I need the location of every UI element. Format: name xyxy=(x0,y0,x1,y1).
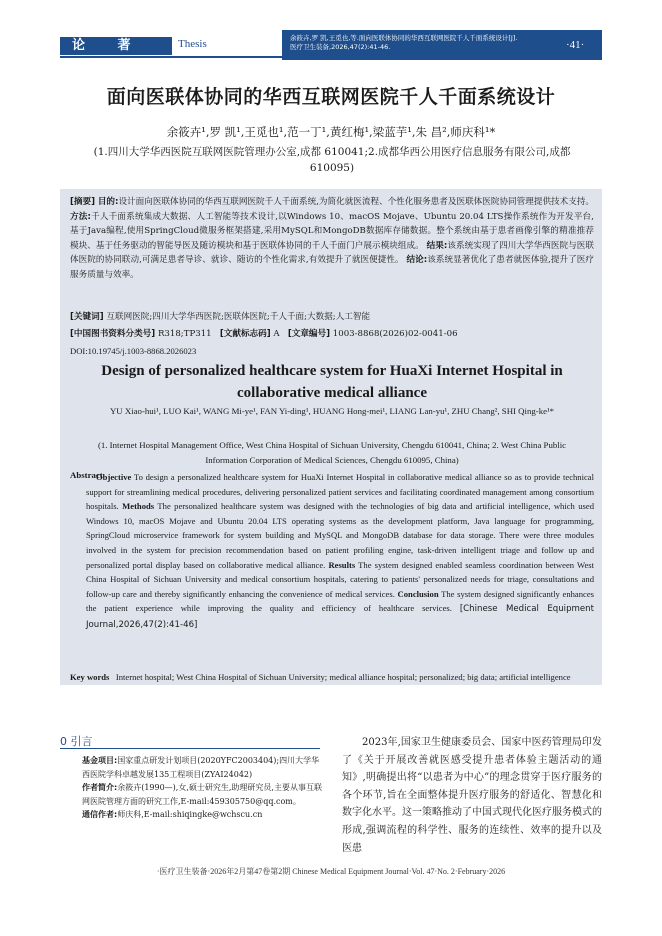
keywords-cn-text: 互联网医院;四川大学华西医院;医联体医院;千人千面;大数据;人工智能 xyxy=(106,312,371,322)
english-title: Design of personalized healthcare system for HuaXi Internet Hospital in collaborative medical alliance xyxy=(101,363,563,401)
header-citation-line2: 医疗卫生装备,2026,47(2):41-46. xyxy=(290,43,391,51)
results-text: The system designed enabled seamless coordination between West China Hospital of Sichuan University and medical consortium hospitals, catering to patients' personalized needs for triage, consultations and follow-up care and thereby significantly enhancing the convenience of medical services. xyxy=(86,559,595,599)
corresponding-text: 师庆科,E-mail:shiqingke@wchscu.cn xyxy=(117,810,263,819)
article-number-value: 1003-8868(2026)02-0041-06 xyxy=(332,329,458,339)
section-heading-intro: 0 引言 xyxy=(60,735,93,748)
method-label: 方法: xyxy=(70,211,91,222)
authors-cn: 余筱卉¹,罗 凯¹,王觅也¹,范一丁¹,黄红梅¹,梁蓝芋¹,朱 昌²,师庆科¹* xyxy=(166,125,496,139)
doi[interactable]: DOI:10.19745/j.1003-8868.2026023 xyxy=(70,346,197,356)
methods-label: Methods xyxy=(122,501,155,512)
abstract-en-label: Abstract xyxy=(70,470,103,480)
conclusion-en-text: The system designed significantly enhances the patient experience while improving the quality and efficiency of healthcare services. xyxy=(86,588,595,614)
classification-line xyxy=(70,327,594,341)
affiliation-en: (1. Internet Hospital Management Office, West China Hospital of Sichuan University, Chengdu 610041, China; 2. West China Public Information Corporation of Medical Sciences, Chengdu 610095, China) xyxy=(97,440,567,465)
results-label: Results xyxy=(328,559,356,570)
author-bio xyxy=(82,781,322,808)
keywords-en-label: Key words xyxy=(70,672,110,682)
doc-code-label: [文献标志码] xyxy=(219,329,271,339)
conclusion-text: 该系统显著优化了患者就医体验,提升了医疗服务质量与效率。 xyxy=(70,255,595,280)
section-rule xyxy=(60,748,320,749)
header-rule xyxy=(60,56,602,58)
author-bio-text: 余筱卉(1990—),女,硕士研究生,助理研究员,主要从事互联网医院管理方面的研究工作,E-mail:459305750@qq.com。 xyxy=(82,783,322,806)
result-label: 结果: xyxy=(426,240,448,251)
purpose-label: 目的: xyxy=(97,197,119,207)
conclusion-en-label: Conclusion xyxy=(397,588,439,599)
section-tab: 论 著 xyxy=(60,37,172,55)
keywords-cn-label: [关键词] xyxy=(70,312,104,322)
body-paragraph: 2023年,国家卫生健康委员会、国家中医药管理局印发了《关于开展改善就医感受提升患者体验主题活动的通知》,明确提出将“以患者为中心”的理念贯穿于医疗服务的各个环节,旨在全面整体提升医疗服务的舒适化、智慧化和数字化水平。这一策略推动了中国式现代化医疗服务模式的形成,强调流程的科学性、服务的连续性、效率的提升以及医患 xyxy=(342,737,602,854)
affiliation-cn: (1.四川大学华西医院互联网医院管理办公室,成都 610041;2.成都华西公用医疗信息服务有限公司,成都 610095) xyxy=(93,146,571,174)
objective-text: To design a personalized healthcare system for HuaXi Internet Hospital in collaborative medical alliance so as to provide technical support for streamlining medical procedures, delivering personalized patient services and facilitating coordinated management among consortium hospitals. xyxy=(86,472,595,512)
methods-text: The personalized healthcare system was designed with the technologies of big data and artificial intelligence, which used Windows 10, macOS Mojave and Ubuntu 20.04 LTS operating systems as the development platform, Java language for programming, SpringCloud microservice framework for system building and MySQL and MongoDB database for data storage. There were three modules involved in the system for precision recommendation based on patient profiling engine, task-driven intelligent triage and follow up and personalized portal display based on collaborative medical alliance. xyxy=(86,501,595,570)
article-number-label: [文章编号] xyxy=(287,329,331,339)
abstract-cn xyxy=(70,195,594,283)
page-title: 面向医联体协同的华西互联网医院千人千面系统设计 xyxy=(106,86,556,108)
journal-citation: [Chinese Medical Equipment Journal,2026,47(2):41-46] xyxy=(86,604,594,630)
authors-en: YU Xiao-hui¹, LUO Kai¹, WANG Mi-ye¹, FAN Yi-ding¹, HUANG Hong-mei¹, LIANG Lan-yu¹, ZHU Chang², SHI Qing-ke¹* xyxy=(109,406,555,416)
section-english-label: Thesis xyxy=(178,38,207,50)
abstract-en xyxy=(86,470,594,633)
fund-text: 国家重点研发计划项目(2020YFC2003404);四川大学华西医院学科卓越发展135工程项目(ZYAI24042) xyxy=(82,756,320,779)
keywords-en-text: Internet hospital; West China Hospital of Sichuan University; medical alliance hospital; personalized; big data; artificial intelligence xyxy=(115,672,571,682)
clc-label: [中国图书资料分类号] xyxy=(70,329,156,339)
abstract-cn-label: [摘要] xyxy=(70,197,96,207)
page-number: ·41· xyxy=(566,39,585,51)
fund-item xyxy=(82,754,322,781)
keywords-en xyxy=(70,670,594,685)
result-text: 该系统实现了四川大学华西医院与医联体医院的协同联动,可满足患者导诊、就诊、随访的个性化需求,有效提升了就医便捷性。 xyxy=(70,240,594,266)
page-footer: ·医疗卫生装备·2026年2月第47卷第2期 Chinese Medical Equipment Journal·Vol. 47·No. 2·February·2026 xyxy=(156,867,506,876)
corresponding-label: 通信作者: xyxy=(82,810,118,819)
doc-code-value: A xyxy=(273,329,280,339)
clc-value: R318;TP311 xyxy=(157,329,212,339)
header-citation xyxy=(290,34,558,52)
purpose-text: 设计面向医联体协同的华西互联网医院千人千面系统,为简化就医流程、个性化服务患者及医联体医院协同管理提供技术支持。 xyxy=(118,197,595,207)
corresponding-author xyxy=(82,808,322,822)
header-citation-line1: 余筱卉,罗 凯,王觅也,等.面向医联体协同的华西互联网医院千人千面系统设计[J]. xyxy=(290,34,518,42)
keywords-cn xyxy=(70,310,594,325)
method-text: 千人千面系统集成大数据、人工智能等技术设计,以Windows 10、macOS Mojave、Ubuntu 20.04 LTS操作系统作为开发平台,基于Java编程,使用SpringCloud微服务框架搭建,采用MySQL和MongoDB数据库存储数据。整个系统由基于患者画像引擎的精准推荐模块、基于任务驱动的智能导医及随访模块和基于医联体协同的千人千面门户展示模块组成。 xyxy=(70,211,594,251)
fund-label: 基金项目: xyxy=(82,756,118,765)
author-bio-label: 作者简介: xyxy=(82,783,118,792)
objective-label: Objective xyxy=(96,472,132,482)
funding-note xyxy=(82,754,322,822)
conclusion-label: 结论: xyxy=(406,255,428,266)
